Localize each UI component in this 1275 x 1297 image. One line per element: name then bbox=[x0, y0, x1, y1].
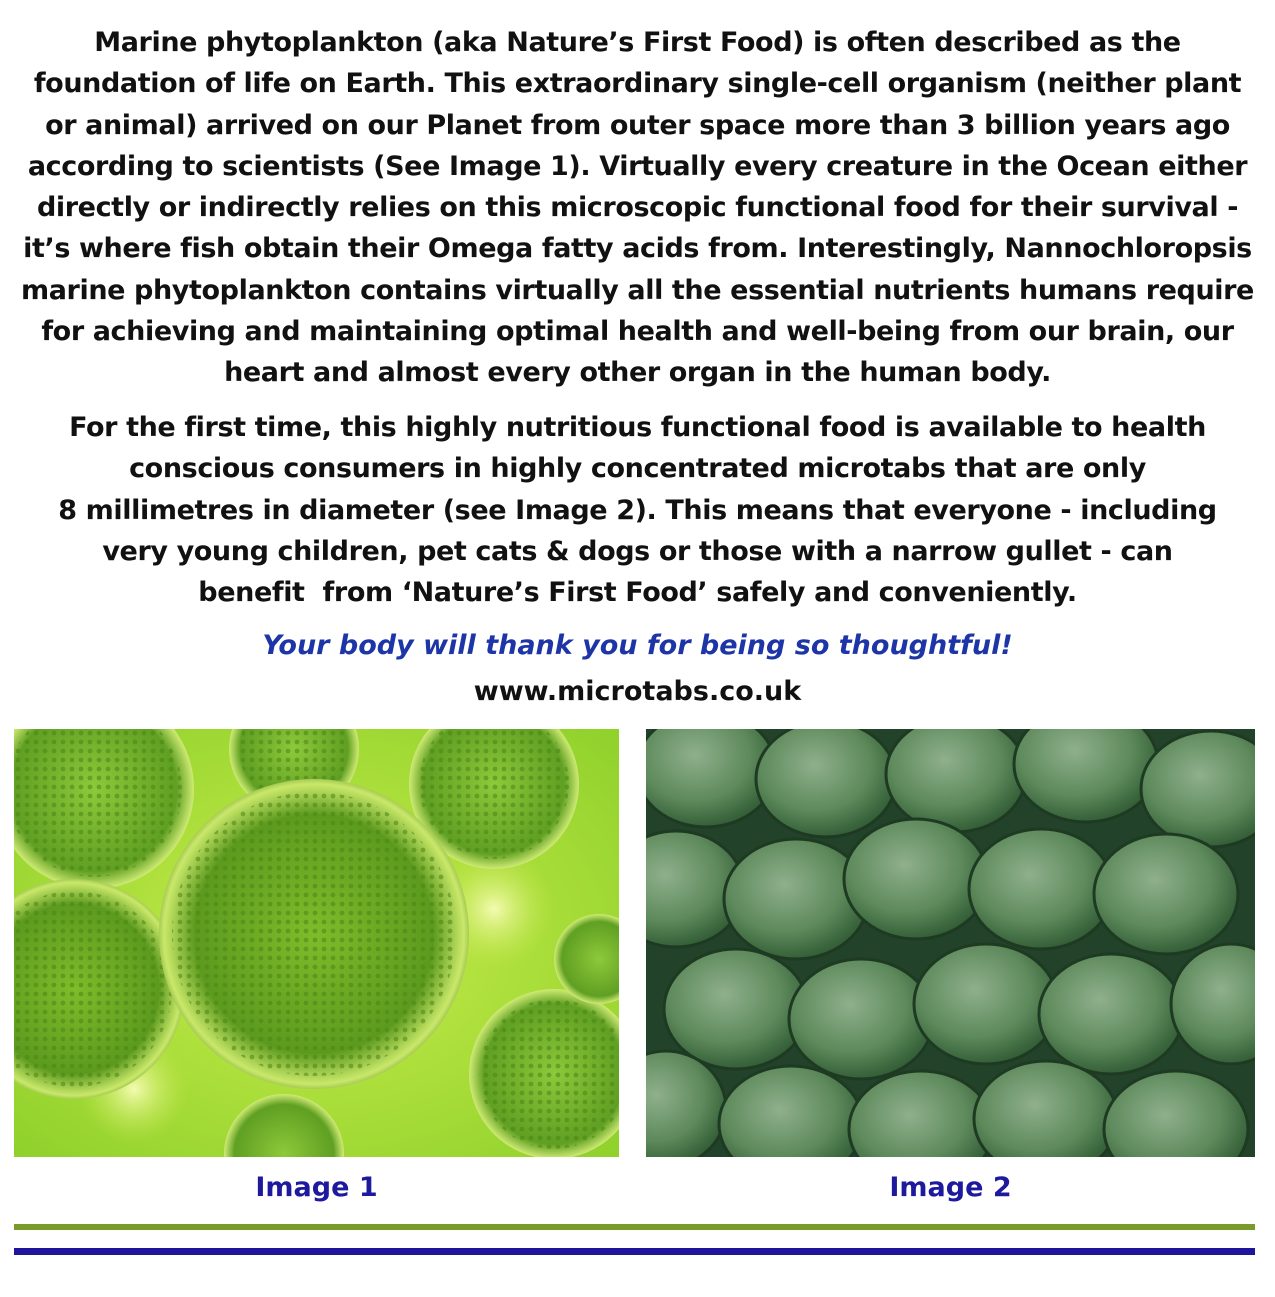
text-line: it’s where fish obtain their Omega fatty acids from. Interestingly, Nannochloropsis bbox=[23, 233, 1252, 265]
green-divider bbox=[14, 1224, 1255, 1230]
text-line: Marine phytoplankton (aka Nature’s First Food) is often described as the bbox=[94, 27, 1181, 58]
text-line: for achieving and maintaining optimal health and well-being from our brain, our bbox=[41, 316, 1234, 348]
text-line: according to scientists (See Image 1). Virtually every creature in the Ocean either bbox=[27, 150, 1248, 182]
microtabs-photo bbox=[646, 729, 1255, 1157]
intro-paragraph bbox=[0, 22, 1275, 394]
phytoplankton-photo bbox=[14, 729, 619, 1157]
text-line: directly or indirectly relies on this microscopic functional food for their survival - bbox=[36, 192, 1239, 224]
image-2-caption: Image 2 bbox=[889, 1172, 1012, 1203]
text-line: 8 millimetres in diameter (see Image 2). This means that everyone - including bbox=[58, 494, 1217, 526]
tagline: Your body will thank you for being so thoughtful! bbox=[262, 630, 1013, 661]
text-line: or animal) arrived on our Planet from outer space more than 3 billion years ago bbox=[45, 109, 1230, 141]
image-1-caption: Image 1 bbox=[255, 1172, 378, 1203]
text-line: marine phytoplankton contains virtually all the essential nutrients humans require bbox=[21, 274, 1254, 306]
availability-paragraph bbox=[0, 407, 1275, 613]
text-line: For the first time, this highly nutritious functional food is available to health bbox=[69, 412, 1206, 443]
website-url: www.microtabs.co.uk bbox=[473, 676, 802, 707]
blue-divider bbox=[14, 1248, 1255, 1255]
text-line: very young children, pet cats & dogs or those with a narrow gullet - can bbox=[102, 535, 1173, 567]
text-line: conscious consumers in highly concentrated microtabs that are only bbox=[129, 453, 1146, 485]
text-line: benefit from ‘Nature’s First Food’ safely and conveniently. bbox=[198, 577, 1077, 609]
text-line: foundation of life on Earth. This extraordinary single-cell organism (neither plant bbox=[33, 68, 1242, 100]
text-line: heart and almost every other organ in the human body. bbox=[224, 357, 1051, 389]
